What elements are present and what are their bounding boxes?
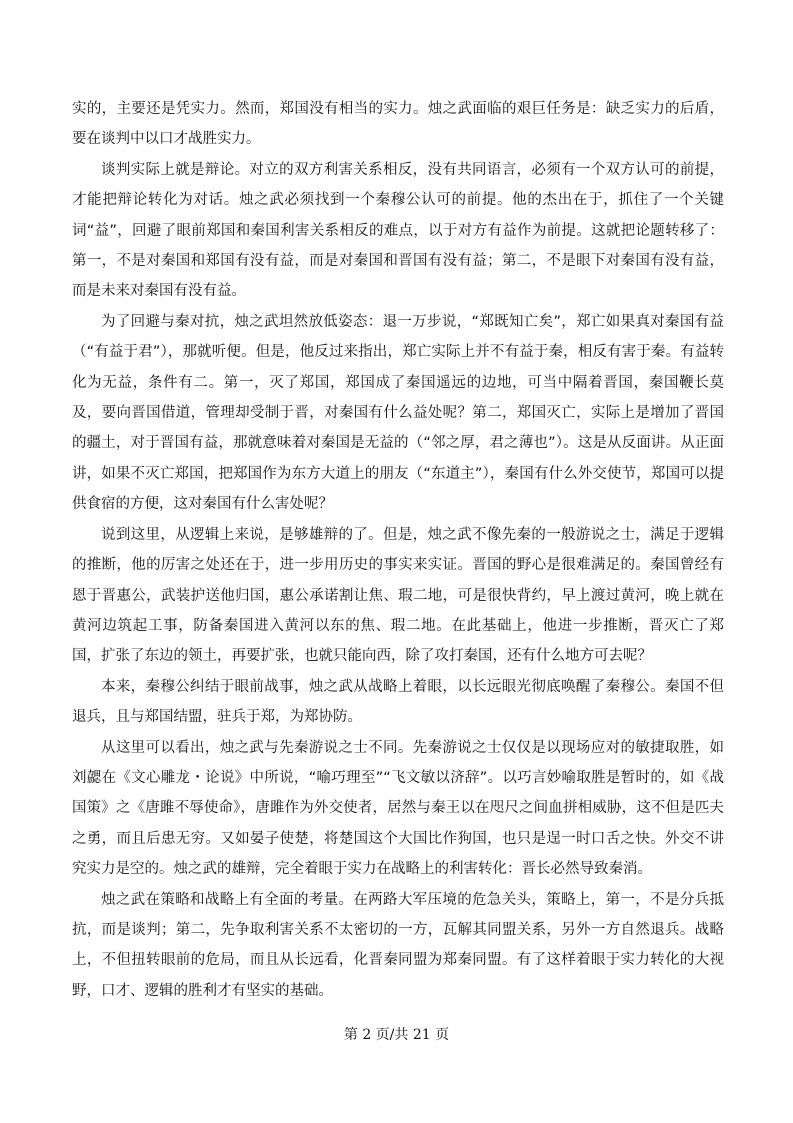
article-body (72, 94, 724, 1006)
paragraph-4: 说到这里，从逻辑上来说，是够雄辩的了。但是，烛之武不像先秦的一般游说之士，满足于逻辑的推断，他的厉害之处还在于，进一步用历史的事实来实证。晋国的野心是很难满足的。秦国曾经有恩于晋惠公，武装护送他归国，惠公承诺割让焦、瑕二地，可是很快背约，早上渡过黄河，晚上就在黄河边筑起工事，防备秦国进入黄河以东的焦、瑕二地。在此基础上，他进一步推断，晋灭亡了郑国，扩张了东边的领土，再要扩张，也就只能向西，除了攻打秦国，还有什么地方可去呢？ (72, 526, 724, 665)
page-number-footer: 第 2 页/共 21 页 (343, 1027, 450, 1043)
paragraph-6: 从这里可以看出，烛之武与先秦游说之士不同。先秦游说之士仅仅是以现场应对的敏捷取胜，如刘勰在《文心雕龙・论说》中所说，“喻巧理至”“飞文敏以济辞”。以巧言妙喻取胜是暂时的，如《战国策》之《唐雎不辱使命》，唐雎作为外交使者，居然与秦王以在咫尺之间血拼相威胁，这不但是匹夫之勇，而且后患无穷。又如晏子使楚，将楚国这个大国比作狗国，也只是逞一时口舌之快。外交不讲究实力是空的。烛之武的雄辩，完全着眼于实力在战略上的利害转化：晋长必然导致秦消。 (72, 739, 724, 878)
paragraph-5: 本来，秦穆公纠结于眼前战事，烛之武从战略上着眼，以长远眼光彻底唤醒了秦穆公。秦国不但退兵，且与郑国结盟，驻兵于郑，为郑协防。 (72, 678, 724, 726)
paragraph-2: 谈判实际上就是辩论。对立的双方利害关系相反，没有共同语言，必须有一个双方认可的前提，才能把辩论转化为对话。烛之武必须找到一个秦穆公认可的前提。他的杰出在于，抓住了一个关键词“益”，回避了眼前郑国和秦国利害关系相反的难点，以于对方有益作为前提。这就把论题转移了：第一，不是对秦国和郑国有没有益，而是对秦国和晋国有没有益；第二，不是眼下对秦国有没有益，而是未来对秦国有没有益。 (72, 161, 724, 300)
paragraph-7: 烛之武在策略和战略上有全面的考量。在两路大军压境的危急关头，策略上，第一，不是分兵抵抗，而是谈判；第二，先争取利害关系不太密切的一方，瓦解其同盟关系，另外一方自然退兵。战略上，不但扭转眼前的危局，而且从长远看，化晋秦同盟为郑秦同盟。有了这样着眼于实力转化的大视野，口才、逻辑的胜利才有坚实的基础。 (72, 891, 724, 999)
paragraph-3: 为了回避与秦对抗，烛之武坦然放低姿态：退一万步说，“郑既知亡矣”，郑亡如果真对秦国有益（“有益于君”），那就听便。但是，他反过来指出，郑亡实际上并不有益于秦，相反有害于秦。有益转化为无益，条件有二。第一，灭了郑国，郑国成了秦国遥远的边地，可当中隔着晋国，秦国鞭长莫及，要向晋国借道，管理却受制于晋，对秦国有什么益处呢？第二，郑国灭亡，实际上是增加了晋国的疆土，对于晋国有益，那就意味着对秦国是无益的（“邻之厚，君之薄也”）。这是从反面讲。从正面讲，如果不灭亡郑国，把郑国作为东方大道上的朋友（“东道主”），秦国有什么外交使节，郑国可以提供食宿的方便，这对秦国有什么害处呢？ (72, 313, 724, 513)
paragraph-1: 实的，主要还是凭实力。然而，郑国没有相当的实力。烛之武面临的艰巨任务是：缺乏实力的后盾，要在谈判中以口才战胜实力。 (72, 101, 724, 148)
